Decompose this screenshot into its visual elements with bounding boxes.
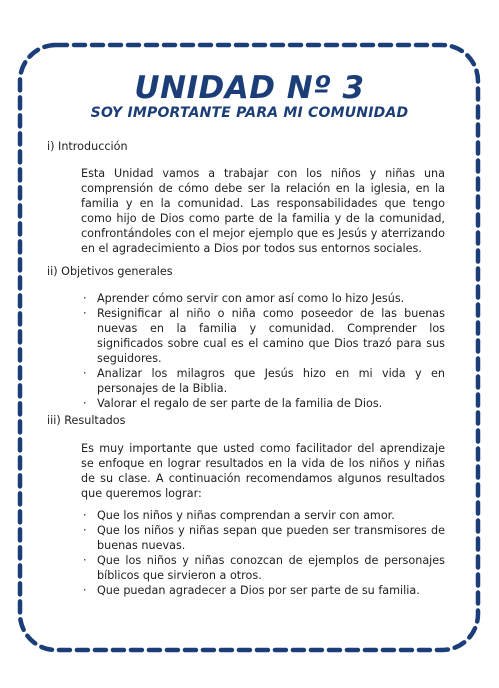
results-list bbox=[81, 508, 445, 598]
list-item bbox=[81, 523, 445, 553]
list-item-text: Aprender cómo servir con amor así como lo hizo Jesús. bbox=[97, 292, 405, 305]
bullet-icon: · bbox=[83, 397, 87, 410]
bullet-icon: · bbox=[83, 524, 87, 537]
bullet-icon: · bbox=[83, 307, 87, 320]
intro-paragraph: Esta Unidad vamos a trabajar con los niños y niñas una comprensión de cómo debe ser la relación en la iglesia, en la familia y en la comunidad. Las responsabilidades que tengo como hijo de Dios como parte de la familia y de la comunidad, confrontándoles con el mejor ejemplo que es Jesús y aterrizando en el agradecimiento a Dios por todos sus entornos sociales. bbox=[81, 167, 445, 255]
list-item bbox=[81, 366, 445, 396]
list-item-text: Valorar el regalo de ser parte de la familia de Dios. bbox=[97, 397, 383, 410]
results-paragraph: Es muy importante que usted como facilitador del aprendizaje se enfoque en lograr resultados en la vida de los niños y niñas de su clase. A continuación recomendamos algunos resultados que queremos lograr: bbox=[81, 442, 445, 500]
list-item bbox=[81, 553, 445, 583]
section-heading-resultados: iii) Resultados bbox=[47, 414, 126, 427]
list-item bbox=[81, 396, 445, 411]
objectives-list bbox=[81, 291, 445, 411]
list-item-text: Que los niños y niñas conozcan de ejemplos de personajes bíblicos que sirvieron a otros. bbox=[97, 554, 445, 582]
list-item bbox=[81, 306, 445, 366]
bullet-icon: · bbox=[83, 554, 87, 567]
bullet-icon: · bbox=[83, 509, 87, 522]
bullet-icon: · bbox=[83, 292, 87, 305]
list-item bbox=[81, 583, 445, 598]
list-item bbox=[81, 291, 445, 306]
list-item-text: Que los niños y niñas comprendan a servir con amor. bbox=[97, 509, 395, 522]
list-item-text: Analizar los milagros que Jesús hizo en mi vida y en personajes de la Biblia. bbox=[97, 367, 445, 395]
list-item-text: Que los niños y niñas sepan que pueden ser transmisores de buenas nuevas. bbox=[97, 524, 445, 552]
unit-subtitle: SOY IMPORTANTE PARA MI COMUNIDAD bbox=[90, 105, 409, 121]
list-item bbox=[81, 508, 445, 523]
section-heading-introduccion: i) Introducción bbox=[47, 140, 128, 153]
list-item-text: Resignificar al niño o niña como poseedor de las buenas nuevas en la familia y comunidad. Comprender los significados sobre cual es el camino que Dios trazó para sus seguidores. bbox=[97, 307, 445, 365]
section-heading-objetivos: ii) Objetivos generales bbox=[47, 265, 173, 278]
list-item-text: Que puedan agradecer a Dios por ser parte de su familia. bbox=[97, 584, 420, 597]
bullet-icon: · bbox=[83, 367, 87, 380]
bullet-icon: · bbox=[83, 584, 87, 597]
unit-title: UNIDAD Nº 3 bbox=[134, 70, 365, 106]
